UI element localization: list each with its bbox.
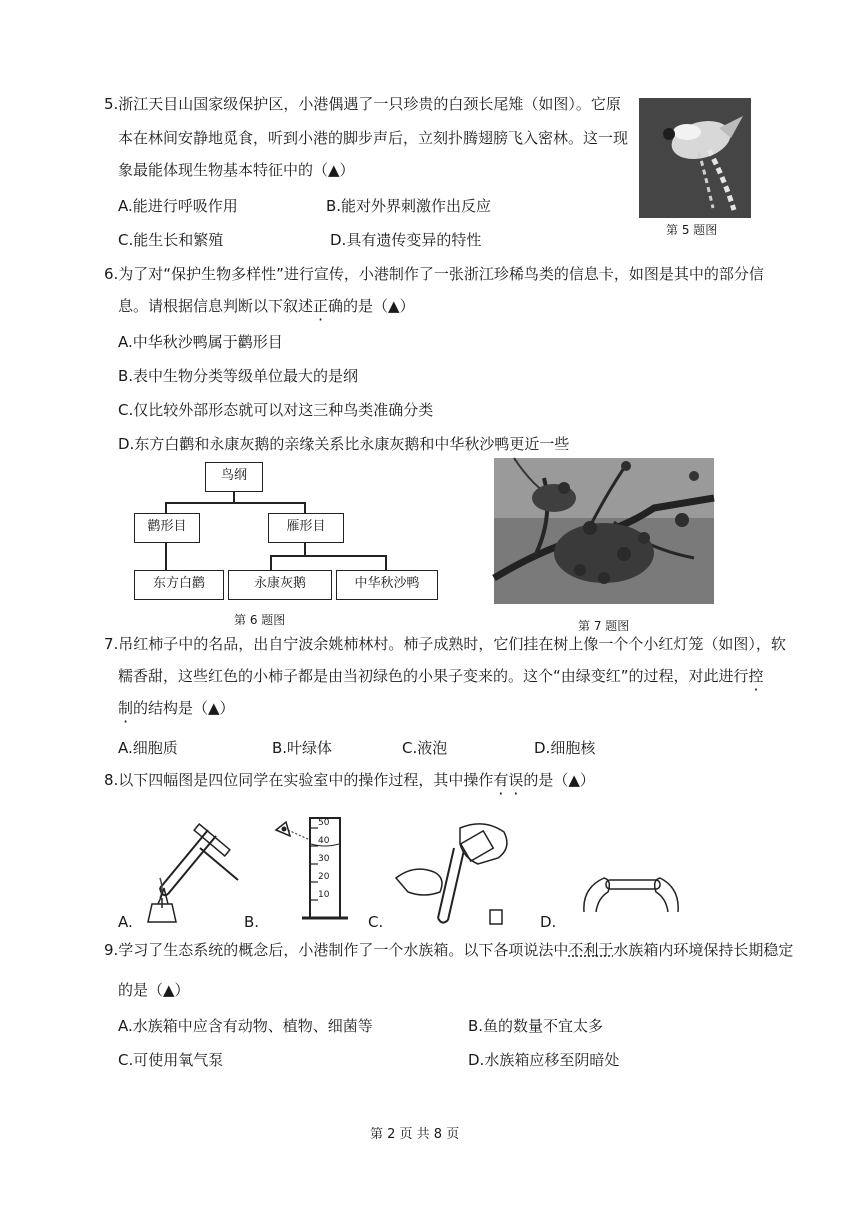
- q6-option-a: A.中华秋沙鸭属于鹳形目: [118, 333, 283, 351]
- q7-figure-caption: 第 7 题图: [578, 619, 630, 633]
- q9-option-c: C.可使用氧气泵: [118, 1051, 224, 1069]
- persimmon-tree-illustration: [494, 458, 714, 604]
- q9-line-1-post: 水族箱内环境保持长期稳定: [613, 941, 794, 959]
- q7-line-2: [118, 666, 764, 686]
- q6-option-b: B.表中生物分类等级单位最大的是纲: [118, 367, 359, 385]
- q5-option-b: B.能对外界刺激作出反应: [326, 197, 492, 215]
- q7-emphasis-char: 控: [748, 667, 764, 685]
- q7-line-3-post: 的结构是（▲）: [133, 699, 235, 717]
- q5-pheasant-photo: [639, 98, 751, 218]
- q5-option-d: D.具有遗传变异的特性: [330, 231, 482, 249]
- q6-figure-caption: 第 6 题图: [234, 613, 286, 627]
- q8-label-b: B.: [244, 913, 260, 931]
- q7-persimmon-photo: [494, 458, 714, 604]
- q6-line-2-post: 确的是（▲）: [328, 297, 415, 315]
- q9-line-1: [104, 940, 793, 960]
- q5-option-a: A.能进行呼吸作用: [118, 197, 238, 215]
- tree-node-root: 鸟纲: [205, 462, 263, 492]
- tree-node-left: 鹳形目: [134, 513, 200, 543]
- q9-option-b: B.鱼的数量不宜太多: [468, 1017, 604, 1035]
- q6-line-2-pre: 息。请根据信息判断以下叙述: [118, 297, 314, 315]
- tree-connector: [270, 555, 272, 570]
- cylinder-tick-50: 50: [318, 818, 330, 828]
- q9-emphasis-text: 不利于: [568, 941, 614, 959]
- q8-emphasis-char: 误: [508, 771, 524, 789]
- q8-emphasis-char: 有: [493, 771, 509, 789]
- q9-option-a: A.水族箱中应含有动物、植物、细菌等: [118, 1017, 373, 1035]
- q8-figure-b-cylinder: [272, 814, 362, 926]
- cylinder-tick-40: 40: [318, 836, 330, 846]
- q7-option-a: A.细胞质: [118, 739, 178, 757]
- pheasant-illustration: [639, 98, 751, 218]
- tree-connector: [304, 542, 306, 556]
- q7-line-3: [118, 698, 235, 718]
- q8-figure-c-pouring: [394, 818, 524, 928]
- q7-line-2-pre: 糯香甜，这些红色的小柿子都是由当初绿色的小果子变来的。这个“由绿变红”的过程，对此进行: [118, 667, 749, 685]
- q8-figure-d-hands: [576, 866, 686, 916]
- cylinder-tick-20: 20: [318, 872, 330, 882]
- tree-connector: [385, 555, 387, 570]
- tree-connector: [270, 555, 386, 557]
- q6-option-c: C.仅比较外部形态就可以对这三种鸟类准确分类: [118, 401, 434, 419]
- q6-line-1: 6.为了对“保护生物多样性”进行宣传，小港制作了一张浙江珍稀鸟类的信息卡，如图是其中的部分信: [104, 265, 764, 283]
- q7-option-b: B.叶绿体: [272, 739, 333, 757]
- q9-line-2: 的是（▲）: [118, 981, 190, 999]
- tree-node-leaf-2: 永康灰鹅: [228, 570, 332, 600]
- q7-emphasis-char: 制: [118, 699, 134, 717]
- q9-option-d: D.水族箱应移至阴暗处: [468, 1051, 620, 1069]
- q8-line-1: [104, 770, 595, 790]
- tree-node-right: 雁形目: [268, 513, 344, 543]
- q5-option-c: C.能生长和繁殖: [118, 231, 224, 249]
- cylinder-tick-30: 30: [318, 854, 330, 864]
- q8-figure-a-heating: [130, 818, 250, 928]
- q5-line-3: 象最能体现生物基本特征中的（▲）: [118, 161, 355, 179]
- q5-line-1: 5.浙江天目山国家级保护区，小港偶遇了一只珍贵的白颈长尾雉（如图）。它原: [104, 95, 621, 113]
- q7-line-1: 7.吊红柿子中的名品，出自宁波余姚柿林村。柿子成熟时，它们挂在树上像一个个小红灯笼（如图），软: [104, 635, 786, 653]
- q6-line-2: [118, 296, 415, 316]
- q5-figure-caption: 第 5 题图: [666, 223, 718, 237]
- q6-emphasis-char: 正: [313, 297, 329, 315]
- q8-label-c: C.: [368, 913, 384, 931]
- cylinder-tick-10: 10: [318, 890, 330, 900]
- q7-option-c: C.液泡: [402, 739, 448, 757]
- q6-option-d: D.东方白鹳和永康灰鹅的亲缘关系比永康灰鹅和中华秋沙鸭更近一些: [118, 435, 570, 453]
- q8-line-1-pre: 8.以下四幅图是四位同学在实验室中的操作过程，其中操作: [104, 771, 494, 789]
- q8-line-1-post: 的是（▲）: [523, 771, 595, 789]
- q8-label-a: A.: [118, 913, 133, 931]
- q9-line-1-pre: 9.学习了生态系统的概念后，小港制作了一个水族箱。以下各项说法中: [104, 941, 569, 959]
- q8-label-d: D.: [540, 913, 557, 931]
- tree-node-leaf-1: 东方白鹳: [134, 570, 224, 600]
- tree-node-leaf-3: 中华秋沙鸭: [336, 570, 438, 600]
- tree-connector: [165, 542, 167, 570]
- q7-option-d: D.细胞核: [534, 739, 596, 757]
- q5-line-2: 本在林间安静地觅食，听到小港的脚步声后，立刻扑腾翅膀飞入密林。这一现: [118, 129, 629, 147]
- page-number: 第 2 页 共 8 页: [370, 1127, 460, 1142]
- tree-connector: [165, 502, 305, 504]
